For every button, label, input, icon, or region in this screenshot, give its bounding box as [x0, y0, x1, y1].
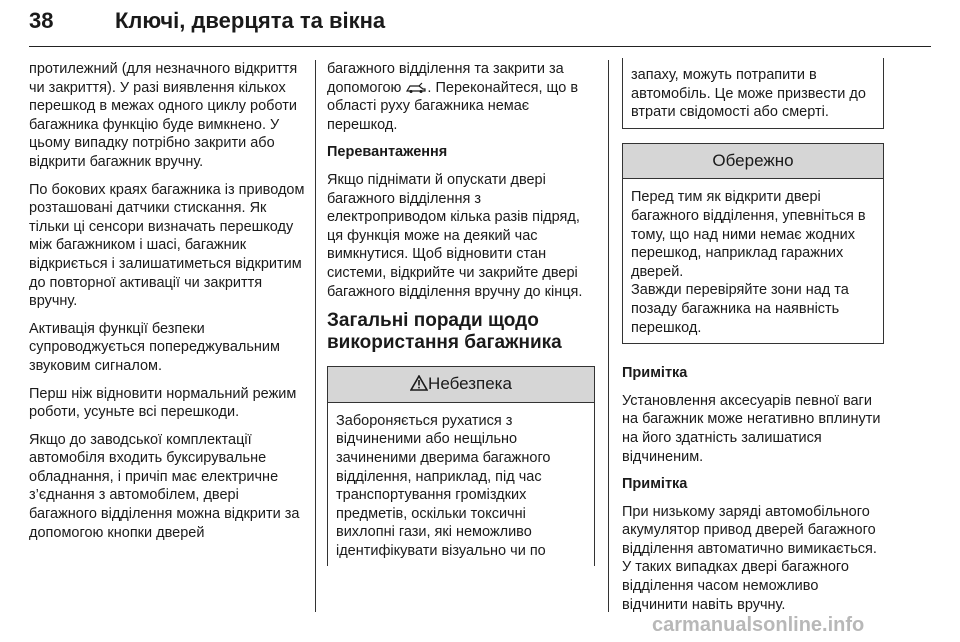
caution-box-title: Обережно: [623, 144, 883, 180]
page-header: [29, 6, 931, 47]
paragraph-overload: Якщо піднімати й опускати двері багажного відділення з електроприводом кілька разів підряд, ця функція може на деякий час вимкнутися. Щоб відновити стан системи, відкрийте чи закрийте двері багажного відділення вручну до кінця.: [327, 171, 583, 300]
page-title: Ключі, дверцята та вікна: [115, 8, 386, 33]
column-middle: [327, 60, 595, 566]
overload-heading: Перевантаження: [327, 144, 448, 161]
warning-triangle-icon: [410, 375, 428, 391]
paragraph-towing-equipment: Якщо до заводської комплектації автомобіля входить буксирувальне обладнання, і причіп має електричне з’єднання з автомобілем, двері багажного відділення можна відкрити за допомогою кнопки дверей: [29, 431, 300, 541]
trunk-release-icon: [405, 82, 427, 94]
column-divider-left: [315, 60, 316, 612]
paragraph-pinch-sensors: По бокових краях багажника із приводом розташовані датчики стискання. Як тільки ці сенсори визначать перешкоду між багажником і шасі, багажник відкриється і залишатиметься відкритим до повторної активації чи закриття вручну.: [29, 181, 305, 310]
page-number: 38: [29, 8, 54, 33]
paragraph-close-with-button: багажного відділення та закрити за допомогою . Переконайтеся, що в області руху багажника немає перешкод.: [327, 61, 579, 133]
danger-box-title: Небезпека: [328, 367, 594, 403]
caution-text-check-obstacles: Перед тим як відкрити двері багажного відділення, упевніться в тому, що над ними немає жодних перешкод, наприклад гаражних дверей.: [631, 189, 866, 280]
danger-box-continued: запаху, можуть потрапити в автомобіль. Це може призвести до втрати свідомості або смерті.: [622, 58, 884, 129]
note-title-accessories: Примітка: [622, 365, 688, 382]
note-text-accessories: Установлення аксесуарів певної ваги на багажник може негативно вплинути на його здатність залишатися відчиненим.: [622, 392, 881, 465]
paragraph-warning-chime: Активація функції безпеки супроводжується попереджувальним звуковим сигналом.: [29, 320, 280, 374]
note-text-battery: При низькому заряді автомобільного акумулятор привод дверей багажного відділення автоматично вимикається. У таких випадках двері багажного відділення часом неможливо відчинити навіть вручну.: [622, 503, 877, 613]
caution-box: [622, 143, 884, 344]
column-divider-right: [608, 60, 609, 612]
caution-box-body: [623, 179, 883, 343]
watermark: carmanualsonline.info: [652, 614, 865, 636]
note-title-battery: Примітка: [622, 476, 688, 493]
paragraph-obstacle-reversal: протилежний (для незначного відкриття чи закриття). У разі виявлення кількох перешкод в межах одного циклу роботи багажника функцію буде вимкнено. У цьому випадку потрібно закрити або відкрити багажник вручну.: [29, 61, 298, 170]
caution-text-check-zones: Завжди перевіряйте зони над та позаду багажника на наявність перешкод.: [631, 282, 849, 336]
column-left: [29, 60, 309, 551]
column-right: [622, 58, 884, 623]
danger-box: [327, 366, 595, 566]
section-heading-general-advice: Загальні поради щодо використання багажника: [327, 310, 562, 354]
paragraph-remove-obstacles: Перш ніж відновити нормальний режим роботи, усуньте всі перешкоди.: [29, 385, 297, 421]
danger-box-text: Забороняється рухатися з відчиненими або нещільно зачиненими дверима багажного відділення, наприклад, під час транспортування громіздких предметів, оскільки токсичні вихлопні гази, які неможливо ідентифікувати візуально чи по: [336, 412, 551, 559]
